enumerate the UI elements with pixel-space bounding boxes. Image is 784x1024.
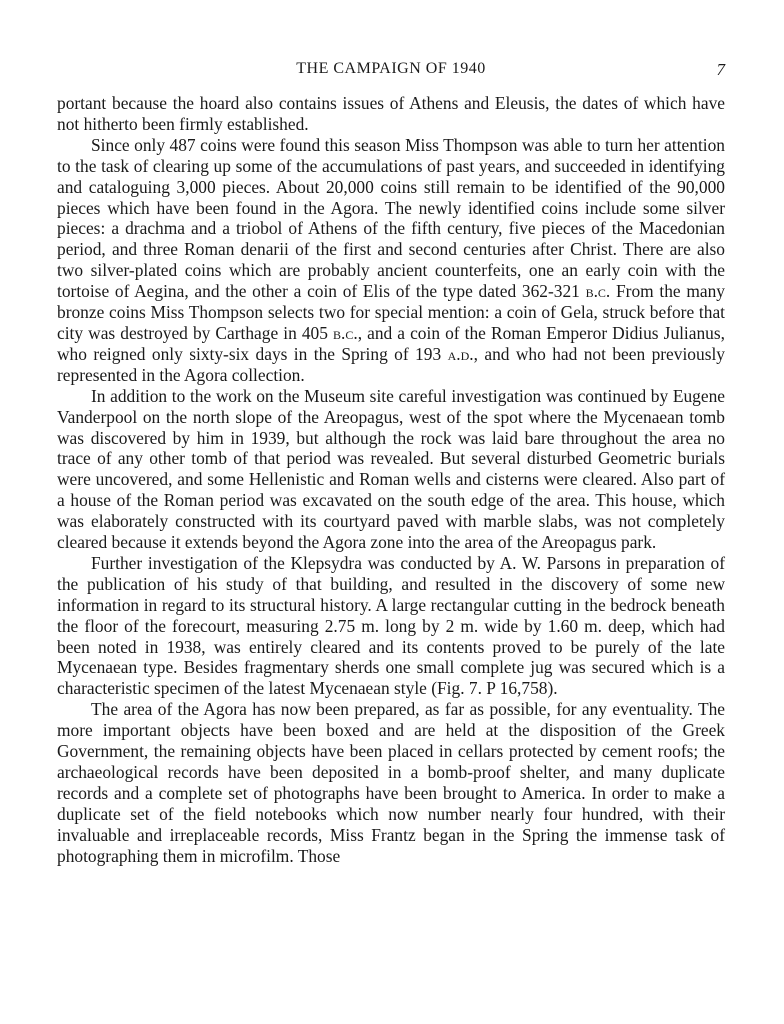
- paragraph-2: [57, 135, 725, 386]
- paragraph-3: In addition to the work on the Museum site careful investigation was continued by Eugene Vanderpool on the north slope of the Areopagus, west of the spot where the Mycenaean tomb was discovered by him in 1939, but although the rock was laid bare throughout the area no trace of any other tomb of that period was revealed. But several disturbed Geometric burials were uncovered, and some Hellenistic and Roman wells and cisterns were cleared. Also part of a house of the Roman period was excavated on the south edge of the area. This house, which was elaborately constructed with its courtyard paved with marble slabs, was not completely cleared because it extends beyond the Agora zone into the area of the Areopagus park.: [57, 385, 725, 553]
- paragraph-5: The area of the Agora has now been prepared, as far as possible, for any eventuality. The more important objects have been boxed and are held at the disposition of the Greek Government, the remaining objects have been placed in cellars protected by cement roofs; the archaeological records have been deposited in a bomb-proof shelter, and many duplicate records and a complete set of photographs have been brought to America. In order to make a duplicate set of the field notebooks which now number nearly four hundred, with their invaluable and irreplaceable records, Miss Frantz began in the Spring the immense task of photographing them in microfilm. Those: [57, 699, 725, 866]
- paragraph-2-part-d: , and who had not been previously represented in the Agora collection.: [57, 343, 725, 385]
- page-header: [57, 60, 725, 80]
- paragraph-4: Further investigation of the Klepsydra was conducted by A. W. Parsons in preparation of the publication of his study of that building, and resulted in the discovery of some new information in regard to its structural history. A large rectangular cutting in the bedrock beneath the floor of the forecourt, measuring 2.75 m. long by 2 m. wide by 1.60 m. deep, which had been noted in 1938, was entirely cleared and its contents proved to be purely of the late Mycenaean type. Besides fragmentary sherds one small complete jug was secured which is a characteristic specimen of the latest Mycenaean style (Fig. 7. P 16,758).: [57, 552, 725, 699]
- era-abbreviation: b.c.: [333, 322, 358, 343]
- paragraph-2-part-a: Since only 487 coins were found this season Miss Thompson was able to turn her attention to the task of clearing up some of the accumulations of past years, and succeeded in identifying and cataloguing 3,000 pieces. About 20,000 coins still remain to be identified of the 90,000 pieces which have been found in the Agora. The newly identified coins include some silver pieces: a drachma and a triobol of Athens of the fifth century, five pieces of the Macedonian period, and three Roman denarii of the first and second centuries after Christ. There are also two silver-plated coins which are probably ancient counterfeits, one an early coin with the tortoise of Aegina, and the other a coin of Elis of the type dated 362-321: [57, 134, 725, 302]
- page-number: 7: [716, 60, 725, 79]
- paragraph-2-part-c: , and a coin of the Roman Emperor Didius Julianus, who reigned only sixty-six days in the Spring of 193: [57, 322, 725, 364]
- body-text: [57, 93, 725, 867]
- running-head: THE CAMPAIGN OF 1940: [296, 60, 486, 77]
- paragraph-2-part-b: From the many bronze coins Miss Thompson selects two for special mention: a coin of Gela, struck before that city was destroyed by Carthage in 405: [57, 281, 725, 343]
- era-abbreviation: b.c.: [585, 281, 611, 302]
- paragraph-1: portant because the hoard also contains issues of Athens and Eleusis, the dates of which have not hitherto been firmly established.: [57, 93, 725, 134]
- era-abbreviation: a.d.: [447, 343, 474, 364]
